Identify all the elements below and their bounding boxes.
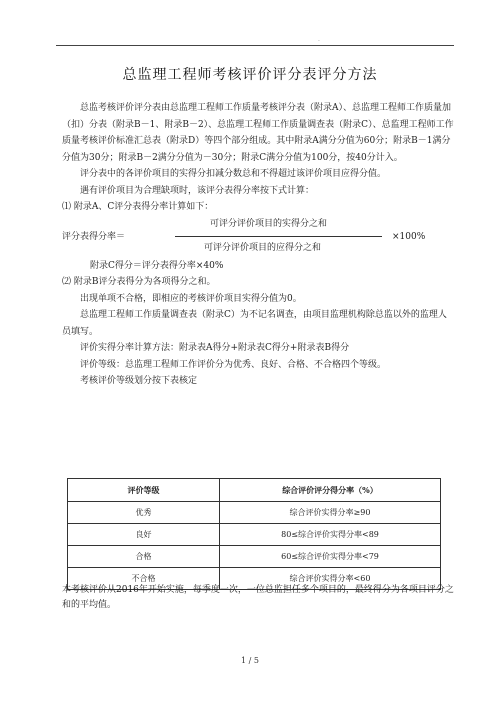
formula-left: 评分表得分率＝ (62, 231, 126, 242)
table-header-row (68, 479, 441, 502)
paragraph-survey: 总监理工程师工作质量调查表（附录C）为不记名调查，由项目监理机构除总监以外的监理人员填写。 (62, 310, 447, 337)
header-dot: . (318, 36, 320, 43)
paragraph-implementation: 本考核评价从2016年开始实施，每季度一次，一位总监担任多个项目的，最终得分为各项目评分之和的平均值。 (62, 585, 454, 610)
grade-table (67, 478, 441, 590)
table-cell-rate: 80≤综合评价实得分率<89 (220, 524, 441, 546)
header-rule (56, 45, 454, 46)
paragraph-deduction-limit: 评分表中的各评价项目的实得分扣减分数总和不得超过该评价项目应得分值。 (80, 169, 387, 179)
document-title: 总监理工程师考核评价评分表评分方法 (122, 67, 378, 83)
table-cell-grade: 良好 (68, 524, 220, 546)
paragraph-calculation: 评价实得分率计算方法：附录表A得分+附录表C得分+附录表B得分 (80, 343, 350, 353)
paragraph-appendix-b-score: ⑵ 附录B评分表得分为各项得分之和。 (62, 277, 216, 287)
score-rate-formula (62, 216, 454, 258)
page-number: 1 / 5 (241, 656, 259, 665)
formula-numerator: 可评分评价项目的实得分之和 (210, 218, 328, 229)
document-body (62, 100, 454, 390)
formula-multiplier: ×100% (392, 231, 426, 242)
table-cell-grade: 不合格 (68, 568, 220, 590)
paragraph-appendix-c-score: 附录C得分＝评分表得分率×40% (90, 260, 224, 271)
table-cell-grade: 合格 (68, 546, 220, 568)
table-cell-grade: 优秀 (68, 502, 220, 524)
table-header-rate: 综合评价评分得分率（%） (220, 479, 441, 502)
table-row (68, 524, 441, 546)
paragraph-table-intro: 考核评价等级划分按下表核定 (80, 376, 198, 386)
table-row (68, 502, 441, 524)
paragraph-missing-items: 遇有评价项目为合理缺项时，该评分表得分率按下式计算： (80, 185, 315, 196)
paragraph-grades: 评价等级：总监理工程师工作评价分为优秀、良好、合格、不合格四个等级。 (80, 359, 387, 370)
table-cell-rate: 60≤综合评价实得分率<79 (220, 546, 441, 568)
formula-denominator: 可评分评价项目的应得分之和 (204, 242, 322, 253)
table-row (68, 546, 441, 568)
table-cell-rate: 综合评价实得分率<60 (220, 568, 441, 590)
formula-fraction-line (175, 236, 382, 237)
paragraph-composition: 总监考核评价评分表由总监理工程师工作质量考核评分表（附录A）、总监理工程师工作质量加（扣）分表（附录B－1、附录B－2）、总监理工程师工作质量调查表（附录C）、总监理工程师工作质量考核评价标准汇总表（附录D）等四个部分组成。其中附录A满分分值为60分；附录B－1满分分值为30分；附录B－2满分分值为－30分；附录C满分分值为100分，按40分计入。 (62, 103, 454, 163)
table-cell-rate: 综合评价实得分率≥90 (220, 502, 441, 524)
paragraph-single-fail: 出现单项不合格，即相应的考核评价项目实得分值为0。 (80, 293, 302, 304)
paragraph-formula-intro: ⑴ 附录A、C评分表得分率计算如下： (62, 202, 214, 212)
table-header-grade: 评价等级 (68, 479, 220, 502)
